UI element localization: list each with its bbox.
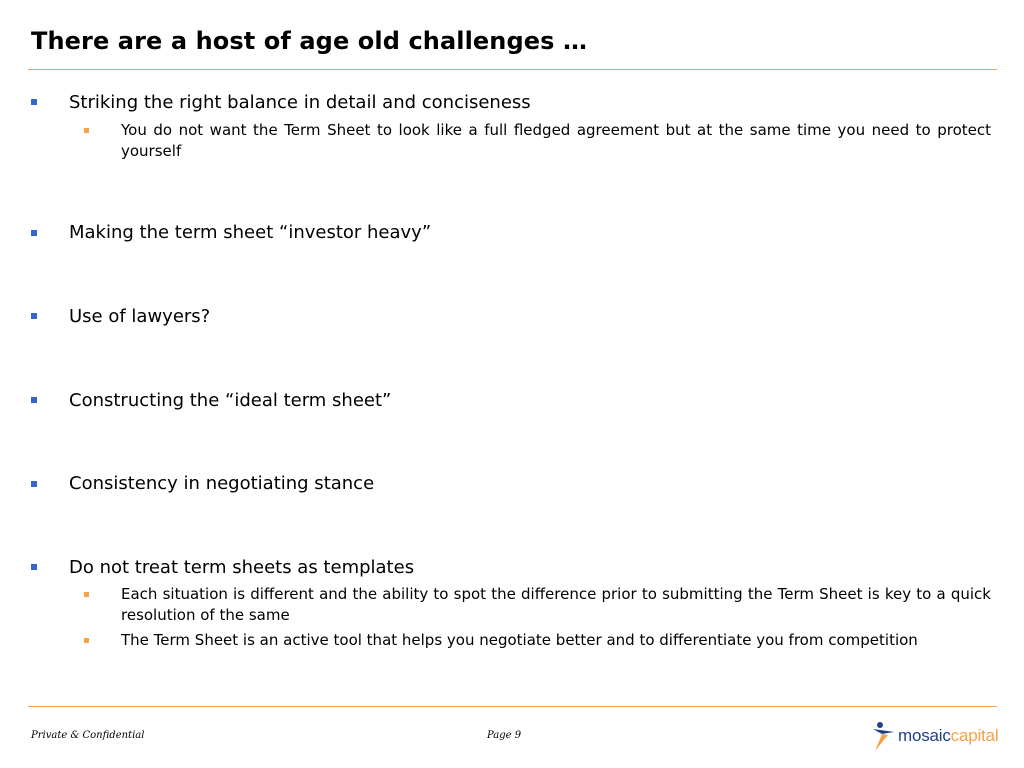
- bullet-marker: [31, 481, 37, 487]
- bullet-text: Striking the right balance in detail and conciseness: [69, 92, 531, 113]
- footer-divider: [28, 706, 997, 707]
- sub-bullet-text: Each situation is different and the ability to spot the difference prior to submitting the Term Sheet is key to a quick resolution of the same: [121, 585, 991, 624]
- bullet-text: Do not treat term sheets as templates: [69, 557, 415, 578]
- logo-wordmark: [898, 726, 998, 746]
- sub-bullet-marker: [84, 592, 89, 597]
- bullet-marker: [31, 99, 37, 105]
- bullet-text: Use of lawyers?: [69, 306, 211, 327]
- company-logo: [872, 719, 998, 753]
- sub-bullet-text: The Term Sheet is an active tool that helps you negotiate better and to differentiate you from competition: [121, 631, 918, 649]
- page-number: Page 9: [487, 730, 522, 741]
- logo-mark-icon: [872, 720, 896, 752]
- logo-wordmark-part1: mosaic: [898, 726, 951, 745]
- logo-wordmark-part2: capital: [950, 726, 999, 745]
- bullet-marker: [31, 397, 37, 403]
- sub-bullet-marker: [84, 128, 89, 133]
- bullet-marker: [31, 230, 37, 236]
- bullet-marker: [31, 313, 37, 319]
- bullet-text: Making the term sheet “investor heavy”: [69, 222, 432, 243]
- bullet-text: Consistency in negotiating stance: [69, 473, 375, 494]
- confidential-label: Private & Confidential: [31, 730, 145, 741]
- slide-title: There are a host of age old challenges …: [31, 27, 588, 55]
- bullet-text: Constructing the “ideal term sheet”: [69, 390, 392, 411]
- bullet-marker: [31, 564, 37, 570]
- sub-bullet-text: You do not want the Term Sheet to look like a full fledged agreement but at the same time you need to protect yourself: [121, 121, 991, 160]
- title-divider: [28, 69, 997, 70]
- sub-bullet-marker: [84, 638, 89, 643]
